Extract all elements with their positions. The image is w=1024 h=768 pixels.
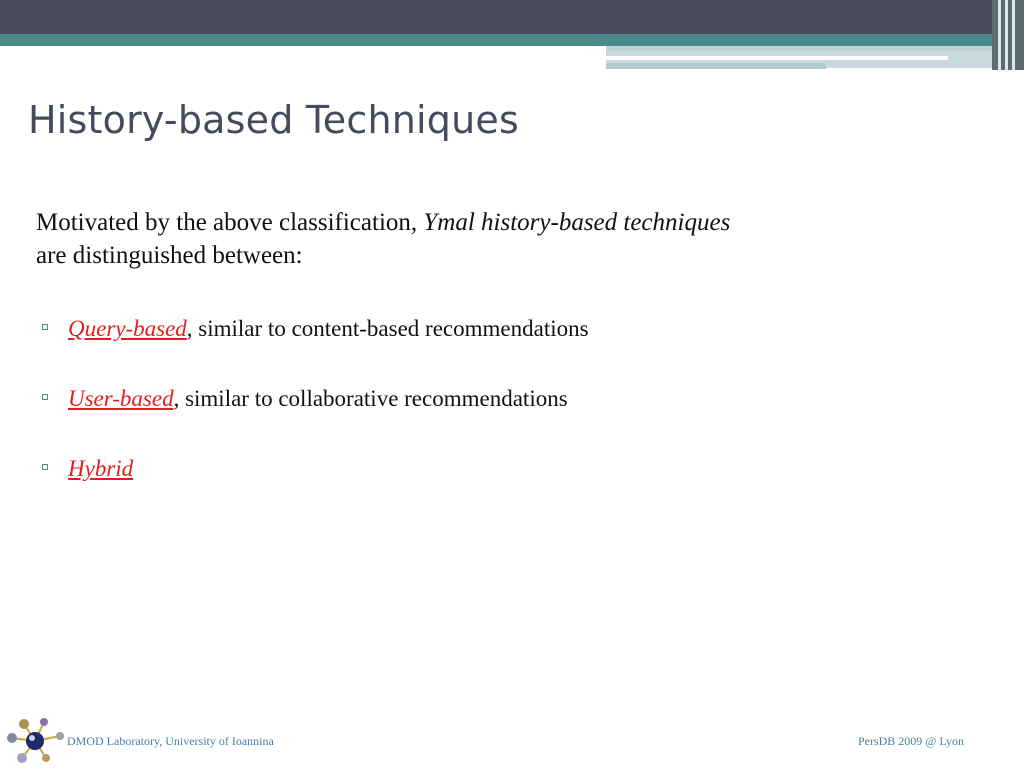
- hollow-square-icon: [42, 464, 48, 470]
- intro-text: Motivated by the above classification,: [36, 209, 424, 236]
- slide-title: History-based Techniques: [28, 98, 519, 142]
- header-right-block: [992, 0, 1024, 70]
- header-dark-bar: [0, 0, 1024, 34]
- header-white-line-2: [606, 56, 948, 60]
- intro-text-continued: are distinguished between:: [36, 242, 303, 269]
- header-pale-strip: [606, 63, 826, 69]
- hollow-square-icon: [42, 394, 48, 400]
- list-item: [40, 382, 589, 416]
- user-based-link[interactable]: User-based: [68, 386, 174, 411]
- footer-organization: DMOD Laboratory, University of Ioannina: [67, 734, 274, 748]
- hybrid-link[interactable]: Hybrid: [68, 456, 134, 481]
- dmod-logo-icon: [2, 714, 66, 766]
- query-based-link[interactable]: Query-based: [68, 316, 187, 341]
- header-vertical-stripe: [1005, 0, 1008, 70]
- technique-list: [40, 312, 589, 522]
- header-vertical-stripe: [998, 0, 1001, 70]
- footer-event: PersDB 2009 @ Lyon: [857, 734, 964, 748]
- list-item: [40, 312, 589, 346]
- bullet-description: , similar to content-based recommendations: [186, 316, 589, 341]
- hollow-square-icon: [42, 324, 48, 330]
- header-vertical-stripe: [1012, 0, 1015, 70]
- intro-paragraph: [36, 206, 936, 272]
- header-teal-bar: [0, 34, 1024, 46]
- list-item: [40, 452, 589, 486]
- bullet-description: , similar to collaborative recommendations: [173, 386, 568, 411]
- header-white-line: [0, 46, 606, 50]
- intro-emphasis: Ymal history-based techniques: [423, 209, 731, 236]
